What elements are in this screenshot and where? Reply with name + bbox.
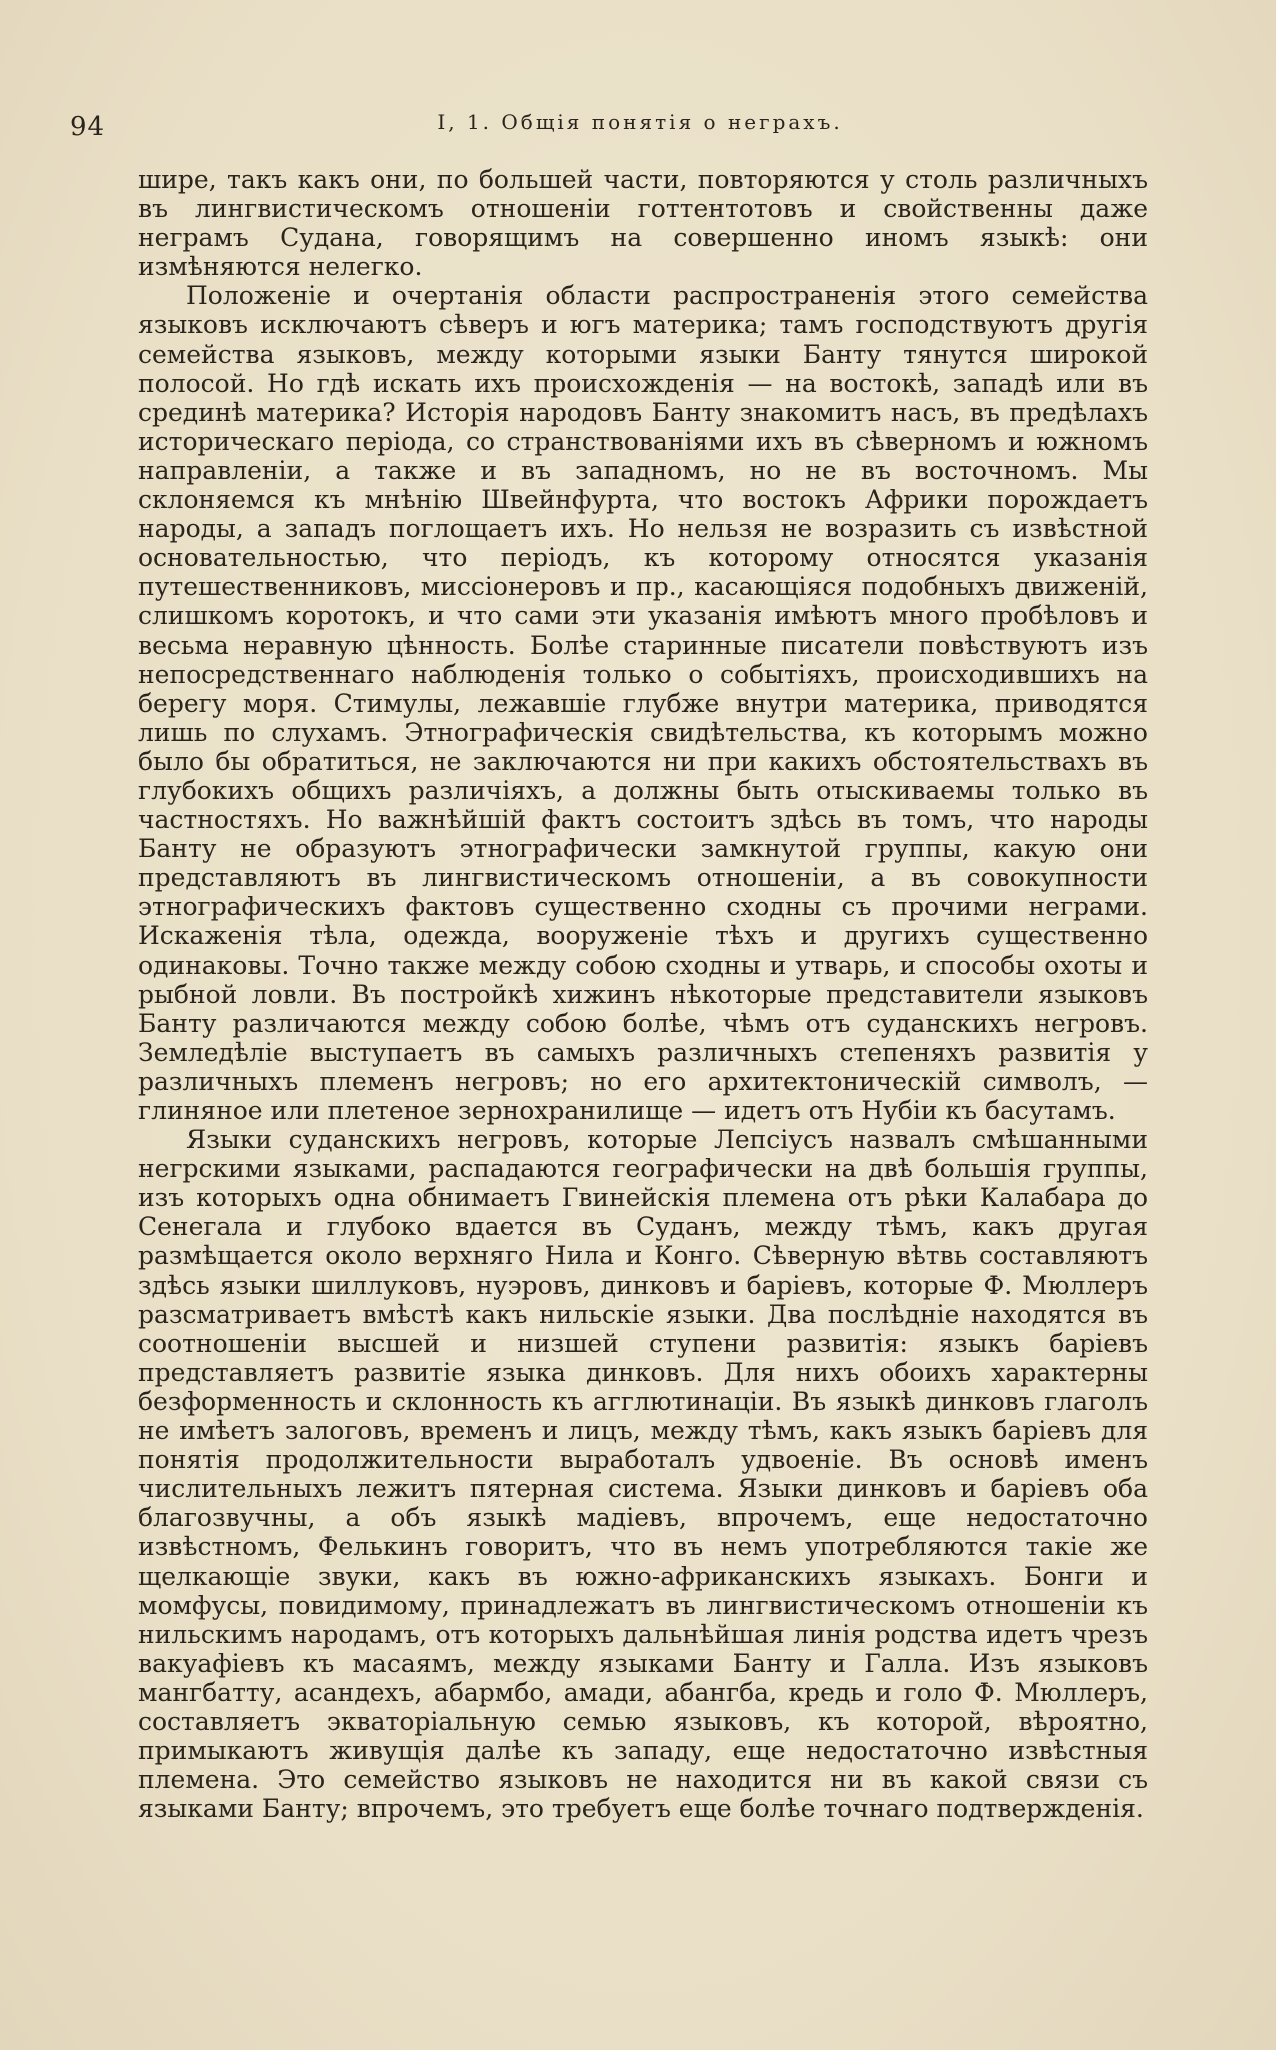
body-text [138,165,1148,1823]
running-head: I, 1. Общія понятія о неграхъ. [437,110,843,134]
page-number: 94 [70,112,106,142]
paragraph: шире, такъ какъ они, по большей части, повторяются у столь различныхъ въ лингвистическомъ отношеніи готтентотовъ и свойственны даже неграмъ Судана, говорящимъ на совершенно иномъ языкѣ: они измѣняются нелегко. [138,165,1148,282]
page-header [70,108,1210,148]
paragraph: Языки суданскихъ негровъ, которые Лепсіусъ назвалъ смѣшанными негрскими языками, распадаются географически на двѣ большія группы, изъ которыхъ одна обнимаетъ Гвинейскія племена отъ рѣки Калабара до Сенегала и глубоко вдается въ Суданъ, между тѣмъ, какъ другая размѣщается около верхняго Нила и Конго. Сѣверную вѣтвь составляютъ здѣсь языки шиллуковъ, нуэровъ, динковъ и барiевъ, которые Ф. Мюллеръ разсматриваетъ вмѣстѣ какъ нильскіе языки. Два послѣдніе находятся въ соотношеніи высшей и низшей ступени развитія: языкъ барiевъ представляетъ развитіе языка динковъ. Для нихъ обоихъ характерны безформенность и склонность къ агглютинаціи. Въ языкѣ динковъ глаголъ не имѣетъ залоговъ, временъ и лицъ, между тѣмъ, какъ языкъ барiевъ для понятія продолжительности выработалъ удвоеніе. Въ основѣ именъ числительныхъ лежитъ пятерная система. Языки динковъ и барiевъ оба благозвучны, а объ языкѣ мадiевъ, впрочемъ, еще недостаточно извѣстномъ, Фелькинъ говоритъ, что въ немъ употребляются такіе же щелкающіе звуки, какъ въ южно-африканскихъ языкахъ. Бонги и момфусы, повидимому, принадлежатъ въ лингвистическомъ отношеніи къ нильскимъ народамъ, отъ которыхъ дальнѣйшая линія родства идетъ чрезъ вакуафiевъ къ масаямъ, между языками Банту и Галла. Изъ языковъ мангбатту, асандехъ, абармбо, амади, абангба, кредь и голо Ф. Мюллеръ, составляетъ экваторіальную семью языковъ, къ которой, вѣроятно, примыкаютъ живущія далѣе къ западу, еще недостаточно извѣстныя племена. Это семейство языковъ не находится ни въ какой связи съ языками Банту; впрочемъ, это требуетъ еще болѣе точнаго подтвержденія. [138,1125,1148,1824]
paragraph: Положеніе и очертанія области распространенія этого семейства языковъ исключаютъ сѣверъ и югъ материка; тамъ господствуютъ другія семейства языковъ, между которыми языки Банту тянутся широкой полосой. Но гдѣ искать ихъ происхожденія — на востокѣ, западѣ или въ срединѣ материка? Исторія народовъ Банту знакомитъ насъ, въ предѣлахъ историческаго періода, со странствованіями ихъ въ сѣверномъ и южномъ направленіи, а также и въ западномъ, но не въ восточномъ. Мы склоняемся къ мнѣнію Швейнфурта, что востокъ Африки порождаетъ народы, а западъ поглощаетъ ихъ. Но нельзя не возразить съ извѣстной основательностью, что періодъ, къ которому относятся указанія путешественниковъ, миссіонеровъ и пр., касающіяся подобныхъ движеній, слишкомъ коротокъ, и что сами эти указанія имѣютъ много пробѣловъ и весьма неравную цѣнность. Болѣе старинные писатели повѣствуютъ изъ непосредственнаго наблюденія только о событіяхъ, происходившихъ на берегу моря. Стимулы, лежавшіе глубже внутри материка, приводятся лишь по слухамъ. Этнографическія свидѣтельства, къ которымъ можно было бы обратиться, не заключаются ни при какихъ обстоятельствахъ въ глубокихъ общихъ различіяхъ, а должны быть отыскиваемы только въ частностяхъ. Но важнѣйшій фактъ состоитъ здѣсь въ томъ, что народы Банту не образуютъ этнографически замкнутой группы, какую они представляютъ въ лингвистическомъ отношеніи, а въ совокупности этнографическихъ фактовъ существенно сходны съ прочими неграми. Искаженія тѣла, одежда, вооруженіе тѣхъ и другихъ существенно одинаковы. Точно также между собою сходны и утварь, и способы охоты и рыбной ловли. Въ постройкѣ хижинъ нѣкоторые представители языковъ Банту различаются между собою болѣе, чѣмъ отъ суданскихъ негровъ. Земледѣліе выступаетъ въ самыхъ различныхъ степеняхъ развитія у различныхъ племенъ негровъ; но его архитектоническій символъ, — глиняное или плетеное зернохранилище — идетъ отъ Нубіи къ басутамъ. [138,281,1148,1125]
